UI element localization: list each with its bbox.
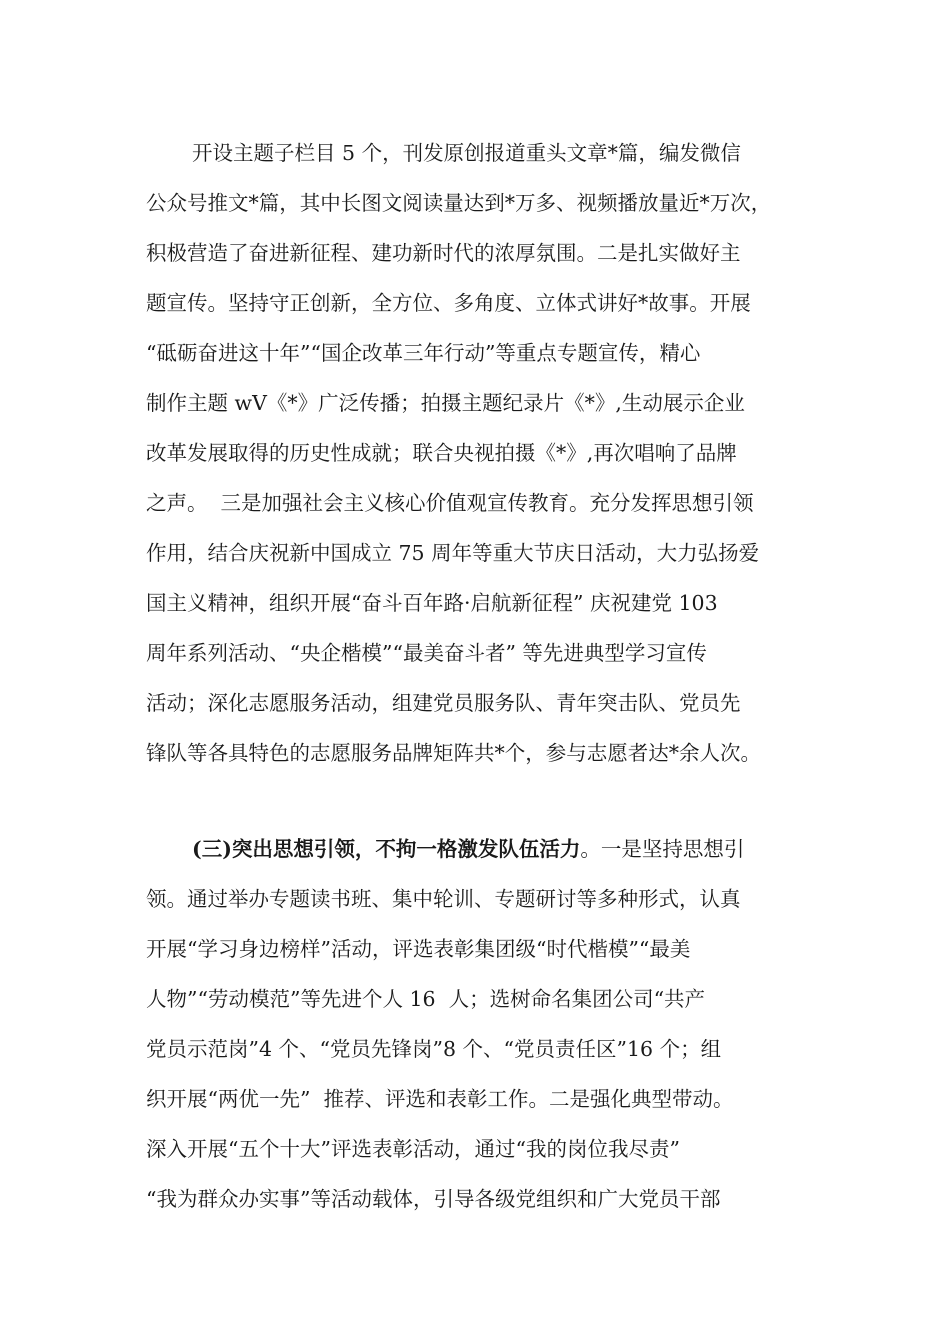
paragraph-1-line-13: 锋队等各具特色的志愿服务品牌矩阵共*个，参与志愿者达*余人次。 — [146, 741, 761, 765]
paragraph-1-line-6: 制作主题 wV《*》广泛传播；拍摄主题纪录片《*》,生动展示企业 — [146, 391, 745, 415]
paragraph-1-line-7: 改革发展取得的历史性成就；联合央视拍摄《*》,再次唱响了品牌 — [146, 441, 737, 465]
paragraph-2-line-3: 开展“学习身边榜样”活动，评选表彰集团级“时代楷模”“最美 — [146, 937, 691, 961]
paragraph-2-line-4: 人物”“劳动模范”等先进个人 16 人；选树命名集团公司“共产 — [146, 987, 706, 1011]
section-heading: (三)突出思想引领，不拘一格激发队伍活力 — [192, 837, 581, 861]
paragraph-2-line-6: 织开展“两优一先” 推荐、评选和表彰工作。二是强化典型带动。 — [146, 1087, 734, 1111]
section-heading-rest: 。一是坚持思想引 — [580, 837, 745, 861]
paragraph-2-line-7: 深入开展“五个十大”评选表彰活动，通过“我的岗位我尽责” — [146, 1137, 680, 1161]
paragraph-1-line-8: 之声。 三是加强社会主义核心价值观宣传教育。充分发挥思想引领 — [146, 491, 754, 515]
paragraph-1-line-12: 活动；深化志愿服务活动，组建党员服务队、青年突击队、党员先 — [146, 691, 741, 715]
paragraph-2-line-1 — [192, 829, 744, 869]
paragraph-1-line-11: 周年系列活动、“央企楷模”“最美奋斗者” 等先进典型学习宣传 — [146, 641, 707, 665]
paragraph-1-line-9: 作用，结合庆祝新中国成立 75 周年等重大节庆日活动，大力弘扬爱 — [146, 541, 760, 565]
paragraph-1-line-5: “砥砺奋进这十年”“国企改革三年行动”等重点专题宣传，精心 — [146, 341, 701, 365]
paragraph-1-line-4: 题宣传。坚持守正创新，全方位、多角度、立体式讲好*故事。开展 — [146, 291, 751, 315]
paragraph-1-line-1: 开设主题子栏目 5 个，刊发原创报道重头文章*篇，编发微信 — [192, 141, 741, 165]
paragraph-2-line-8: “我为群众办实事”等活动载体，引导各级党组织和广大党员干部 — [146, 1187, 721, 1211]
paragraph-1-line-3: 积极营造了奋进新征程、建功新时代的浓厚氛围。二是扎实做好主 — [146, 241, 741, 265]
paragraph-1-line-2: 公众号推文*篇，其中长图文阅读量达到*万多、视频播放量近*万次， — [146, 191, 772, 215]
paragraph-2-line-2: 领。通过举办专题读书班、集中轮训、专题研讨等多种形式，认真 — [146, 887, 741, 911]
paragraph-1-line-10: 国主义精神，组织开展“奋斗百年路·启航新征程” 庆祝建党 103 — [146, 591, 718, 615]
paragraph-2-line-5: 党员示范岗”4 个、“党员先锋岗”8 个、“党员责任区”16 个；组 — [146, 1037, 722, 1061]
